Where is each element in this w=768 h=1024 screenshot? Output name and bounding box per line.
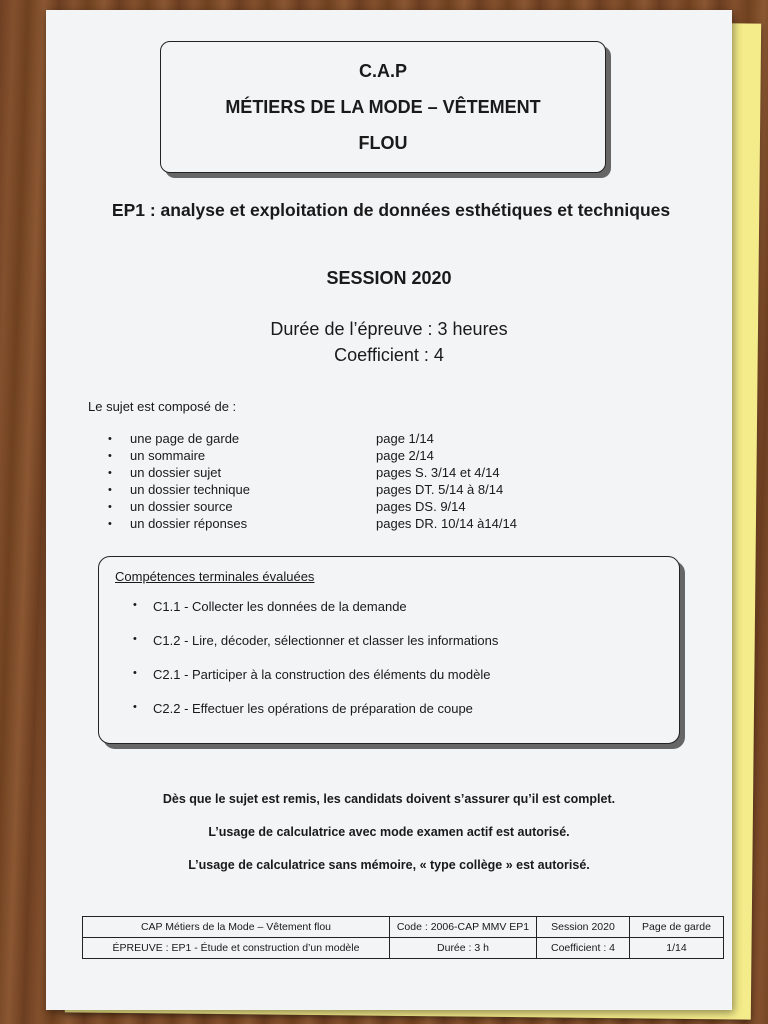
- item-pages: pages DS. 9/14: [376, 499, 466, 514]
- list-item: [133, 599, 498, 633]
- bullet-icon: •: [108, 483, 112, 496]
- item-name: une page de garde: [130, 431, 240, 446]
- exam-duration: Durée de l’épreuve : 3 heures: [270, 319, 508, 339]
- list-item: [108, 515, 608, 532]
- competence-text: C2.2 - Effectuer les opérations de préparation de coupe: [153, 701, 473, 716]
- item-name: un dossier technique: [130, 482, 250, 497]
- competence-text: C1.1 - Collecter les données de la demande: [153, 599, 407, 614]
- contents-list: [108, 430, 608, 532]
- footer-cell: Durée : 3 h: [390, 938, 537, 959]
- bullet-icon: •: [108, 449, 112, 462]
- bullet-icon: •: [133, 633, 137, 645]
- competences-list: [133, 599, 498, 735]
- exam-cover-page: [46, 10, 732, 1010]
- competence-text: C2.1 - Participer à la construction des éléments du modèle: [153, 667, 491, 682]
- exam-duration-block: [46, 316, 732, 368]
- item-pages: pages DT. 5/14 à 8/14: [376, 482, 504, 497]
- item-name: un sommaire: [130, 448, 206, 463]
- item-pages: page 2/14: [376, 448, 434, 463]
- item-pages: pages DR. 10/14 à14/14: [376, 516, 517, 531]
- list-item: [108, 447, 608, 464]
- bullet-icon: •: [108, 500, 112, 513]
- competences-box: [98, 556, 680, 744]
- exam-title-box: [160, 41, 606, 173]
- list-item: [133, 701, 498, 735]
- option-name: FLOU: [358, 133, 408, 153]
- contents-intro: Le sujet est composé de :: [88, 399, 237, 414]
- item-name: un dossier réponses: [130, 516, 248, 531]
- list-item: [133, 667, 498, 701]
- footer-cell: 1/14: [630, 938, 724, 959]
- bullet-icon: •: [108, 432, 112, 445]
- table-row: [83, 917, 724, 938]
- item-name: un dossier sujet: [130, 465, 222, 480]
- footer-cell: Coefficient : 4: [537, 938, 630, 959]
- instruction-completeness: Dès que le sujet est remis, les candidats doivent s’assurer qu’il est complet.: [162, 792, 616, 806]
- bullet-icon: •: [133, 701, 137, 713]
- session-label: SESSION 2020: [326, 268, 452, 288]
- exam-coefficient: Coefficient : 4: [334, 345, 444, 365]
- footer-table: [82, 916, 724, 959]
- item-name: un dossier source: [130, 499, 233, 514]
- specialty-name: MÉTIERS DE LA MODE – VÊTEMENT: [225, 97, 541, 117]
- list-item: [133, 633, 498, 667]
- list-item: [108, 498, 608, 515]
- instructions-block: [46, 792, 732, 891]
- item-pages: pages S. 3/14 et 4/14: [376, 465, 500, 480]
- epreuve-title: EP1 : analyse et exploitation de données esthétiques et techniques: [111, 200, 671, 220]
- footer-cell: Session 2020: [537, 917, 630, 938]
- list-item: [108, 481, 608, 498]
- bullet-icon: •: [108, 466, 112, 479]
- instruction-calculator-exam-mode: L’usage de calculatrice avec mode examen actif est autorisé.: [208, 825, 570, 839]
- competence-text: C1.2 - Lire, décoder, sélectionner et classer les informations: [153, 633, 499, 648]
- footer-cell: Code : 2006-CAP MMV EP1: [390, 917, 537, 938]
- item-pages: page 1/14: [376, 431, 434, 446]
- bullet-icon: •: [133, 667, 137, 679]
- competences-title: Compétences terminales évaluées: [115, 569, 315, 584]
- bullet-icon: •: [108, 517, 112, 530]
- list-item: [108, 464, 608, 481]
- bullet-icon: •: [133, 599, 137, 611]
- footer-cell: Page de garde: [630, 917, 724, 938]
- footer-cell: ÉPREUVE : EP1 - Étude et construction d’un modèle: [83, 938, 390, 959]
- diploma-name: C.A.P: [358, 61, 407, 81]
- instruction-calculator-college: L’usage de calculatrice sans mémoire, « type collège » est autorisé.: [188, 858, 590, 872]
- list-item: [108, 430, 608, 447]
- footer-cell: CAP Métiers de la Mode – Vêtement flou: [83, 917, 390, 938]
- table-row: [83, 938, 724, 959]
